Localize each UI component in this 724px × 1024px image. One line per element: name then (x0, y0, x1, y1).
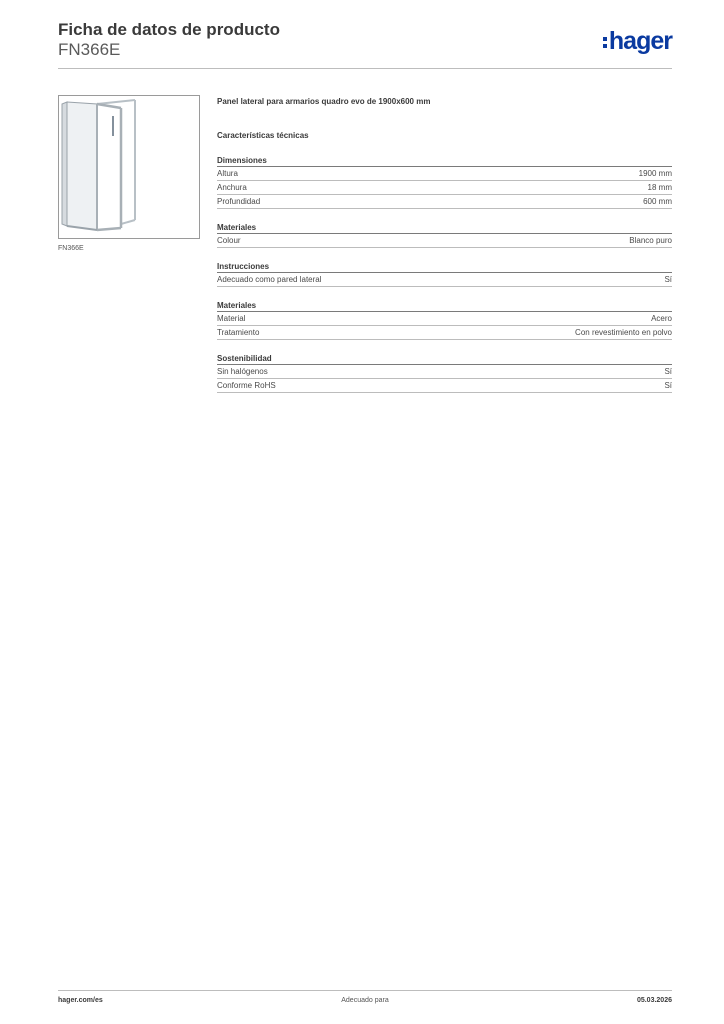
image-caption: FN366E (58, 245, 84, 252)
table-row (217, 379, 672, 393)
section-title: Materiales (217, 300, 672, 312)
row-label: Material (217, 314, 246, 323)
website-link[interactable]: hager.com/es (58, 997, 103, 1004)
section-instructions (217, 261, 672, 287)
hager-logo (603, 26, 672, 56)
row-label: Tratamiento (217, 328, 260, 337)
row-value: 1900 mm (638, 169, 672, 178)
table-row (217, 365, 672, 379)
footer-divider (58, 990, 672, 991)
section-title: Sostenibilidad (217, 353, 672, 365)
table-row (217, 312, 672, 326)
row-value: Sí (664, 275, 672, 284)
document-title: Ficha de datos de producto (58, 20, 280, 39)
row-label: Colour (217, 236, 241, 245)
row-value: Sí (664, 367, 672, 376)
section-title: Dimensiones (217, 155, 672, 167)
section-title: Instrucciones (217, 261, 672, 273)
product-details (217, 96, 672, 393)
section-dimensions (217, 155, 672, 209)
row-label: Sin halógenos (217, 367, 268, 376)
document-date: 05.03.2026 (636, 997, 672, 1004)
page-header (58, 20, 672, 68)
footer-note: Adecuado para (341, 997, 389, 1004)
row-value: 18 mm (647, 183, 672, 192)
table-row (217, 181, 672, 195)
table-row (217, 326, 672, 340)
product-code: FN366E (58, 40, 121, 59)
table-row (217, 234, 672, 248)
row-value: Blanco puro (629, 236, 672, 245)
logo-text: hager (608, 27, 672, 55)
technical-characteristics-heading: Características técnicas (217, 131, 309, 140)
row-label: Conforme RoHS (217, 381, 276, 390)
table-row (217, 195, 672, 209)
section-title: Materiales (217, 222, 672, 234)
row-label: Profundidad (217, 197, 261, 206)
table-row (217, 273, 672, 287)
section-materials-colour (217, 222, 672, 248)
row-label: Adecuado como pared lateral (217, 275, 322, 284)
row-value: 600 mm (643, 197, 672, 206)
row-value: Acero (651, 314, 672, 323)
row-label: Altura (217, 169, 238, 178)
row-label: Anchura (217, 183, 247, 192)
table-row (217, 167, 672, 181)
product-image (58, 95, 200, 239)
logo-colon-icon (603, 34, 608, 50)
header-divider (58, 68, 672, 69)
section-materials (217, 300, 672, 340)
row-value: Con revestimiento en polvo (575, 328, 672, 337)
page-footer (58, 997, 672, 1009)
cabinet-frame-icon (59, 96, 201, 240)
section-sustainability (217, 353, 672, 393)
row-value: Sí (664, 381, 672, 390)
product-description: Panel lateral para armarios quadro evo de 1900x600 mm (217, 97, 431, 106)
